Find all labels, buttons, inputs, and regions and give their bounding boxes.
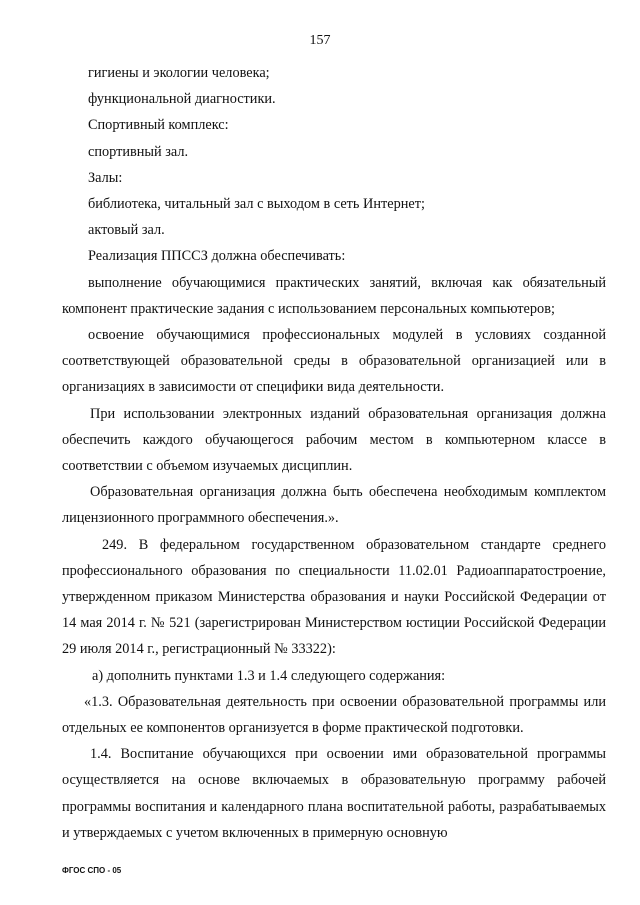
paragraph: Образовательная организация должна быть обеспечена необходимым комплектом лицензионного программного обеспечения.». [62, 484, 606, 527]
paragraph: функциональной диагностики. [88, 91, 276, 108]
footer-label: ФГОС СПО - 05 [62, 866, 122, 875]
paragraph: спортивный зал. [88, 143, 189, 160]
paragraph: гигиены и экологии человека; [88, 65, 270, 81]
paragraph: освоение обучающимися профессиональных модулей в условиях созданной соответствующей образовательной среды в образовательной организацией или в организациях в зависимости от специфики вида деятельности. [62, 327, 606, 396]
paragraph: «1.3. Образовательная деятельность при освоении образовательной программы или отдельных ее компонентов организуется в форме практической подготовки. [62, 693, 606, 737]
paragraph: актовый зал. [88, 222, 165, 239]
paragraph: библиотека, читальный зал с выходом в сеть Интернет; [88, 196, 425, 213]
paragraph: 249. В федеральном государственном образовательном стандарте среднего профессионального образования по специальности 11.02.01 Радиоаппаратостроение, утвержденном приказом Министерства образования и науки Российской Федерации от 14 мая 2014 г. № 521 (зарегистрирован Министерством юстиции Российской Федерации 29 июля 2014 г., регистрационный № 33322): [62, 536, 606, 658]
paragraph: выполнение обучающимися практических занятий, включая как обязательный компонент практические задания с использованием персональных компьютеров; [62, 274, 606, 317]
paragraph: 1.4. Воспитание обучающихся при освоении ими образовательной программы осуществляется на основе включаемых в образовательную программу рабочей программы воспитания и календарного плана воспитательной работы, разрабатываемых и утверждаемых с учетом включенных в примерную основную [62, 746, 606, 841]
document-body [62, 60, 606, 846]
page-number: 157 [309, 33, 331, 48]
paragraph: Реализация ППССЗ должна обеспечивать: [88, 248, 346, 265]
paragraph: При использовании электронных изданий образовательная организация должна обеспечить каждого обучающегося рабочим местом в компьютерном классе в соответствии с объемом изучаемых дисциплин. [62, 405, 606, 475]
paragraph: Залы: [88, 169, 123, 186]
paragraph: Спортивный комплекс: [88, 117, 229, 134]
paragraph: а) дополнить пунктами 1.3 и 1.4 следующего содержания: [92, 667, 446, 684]
